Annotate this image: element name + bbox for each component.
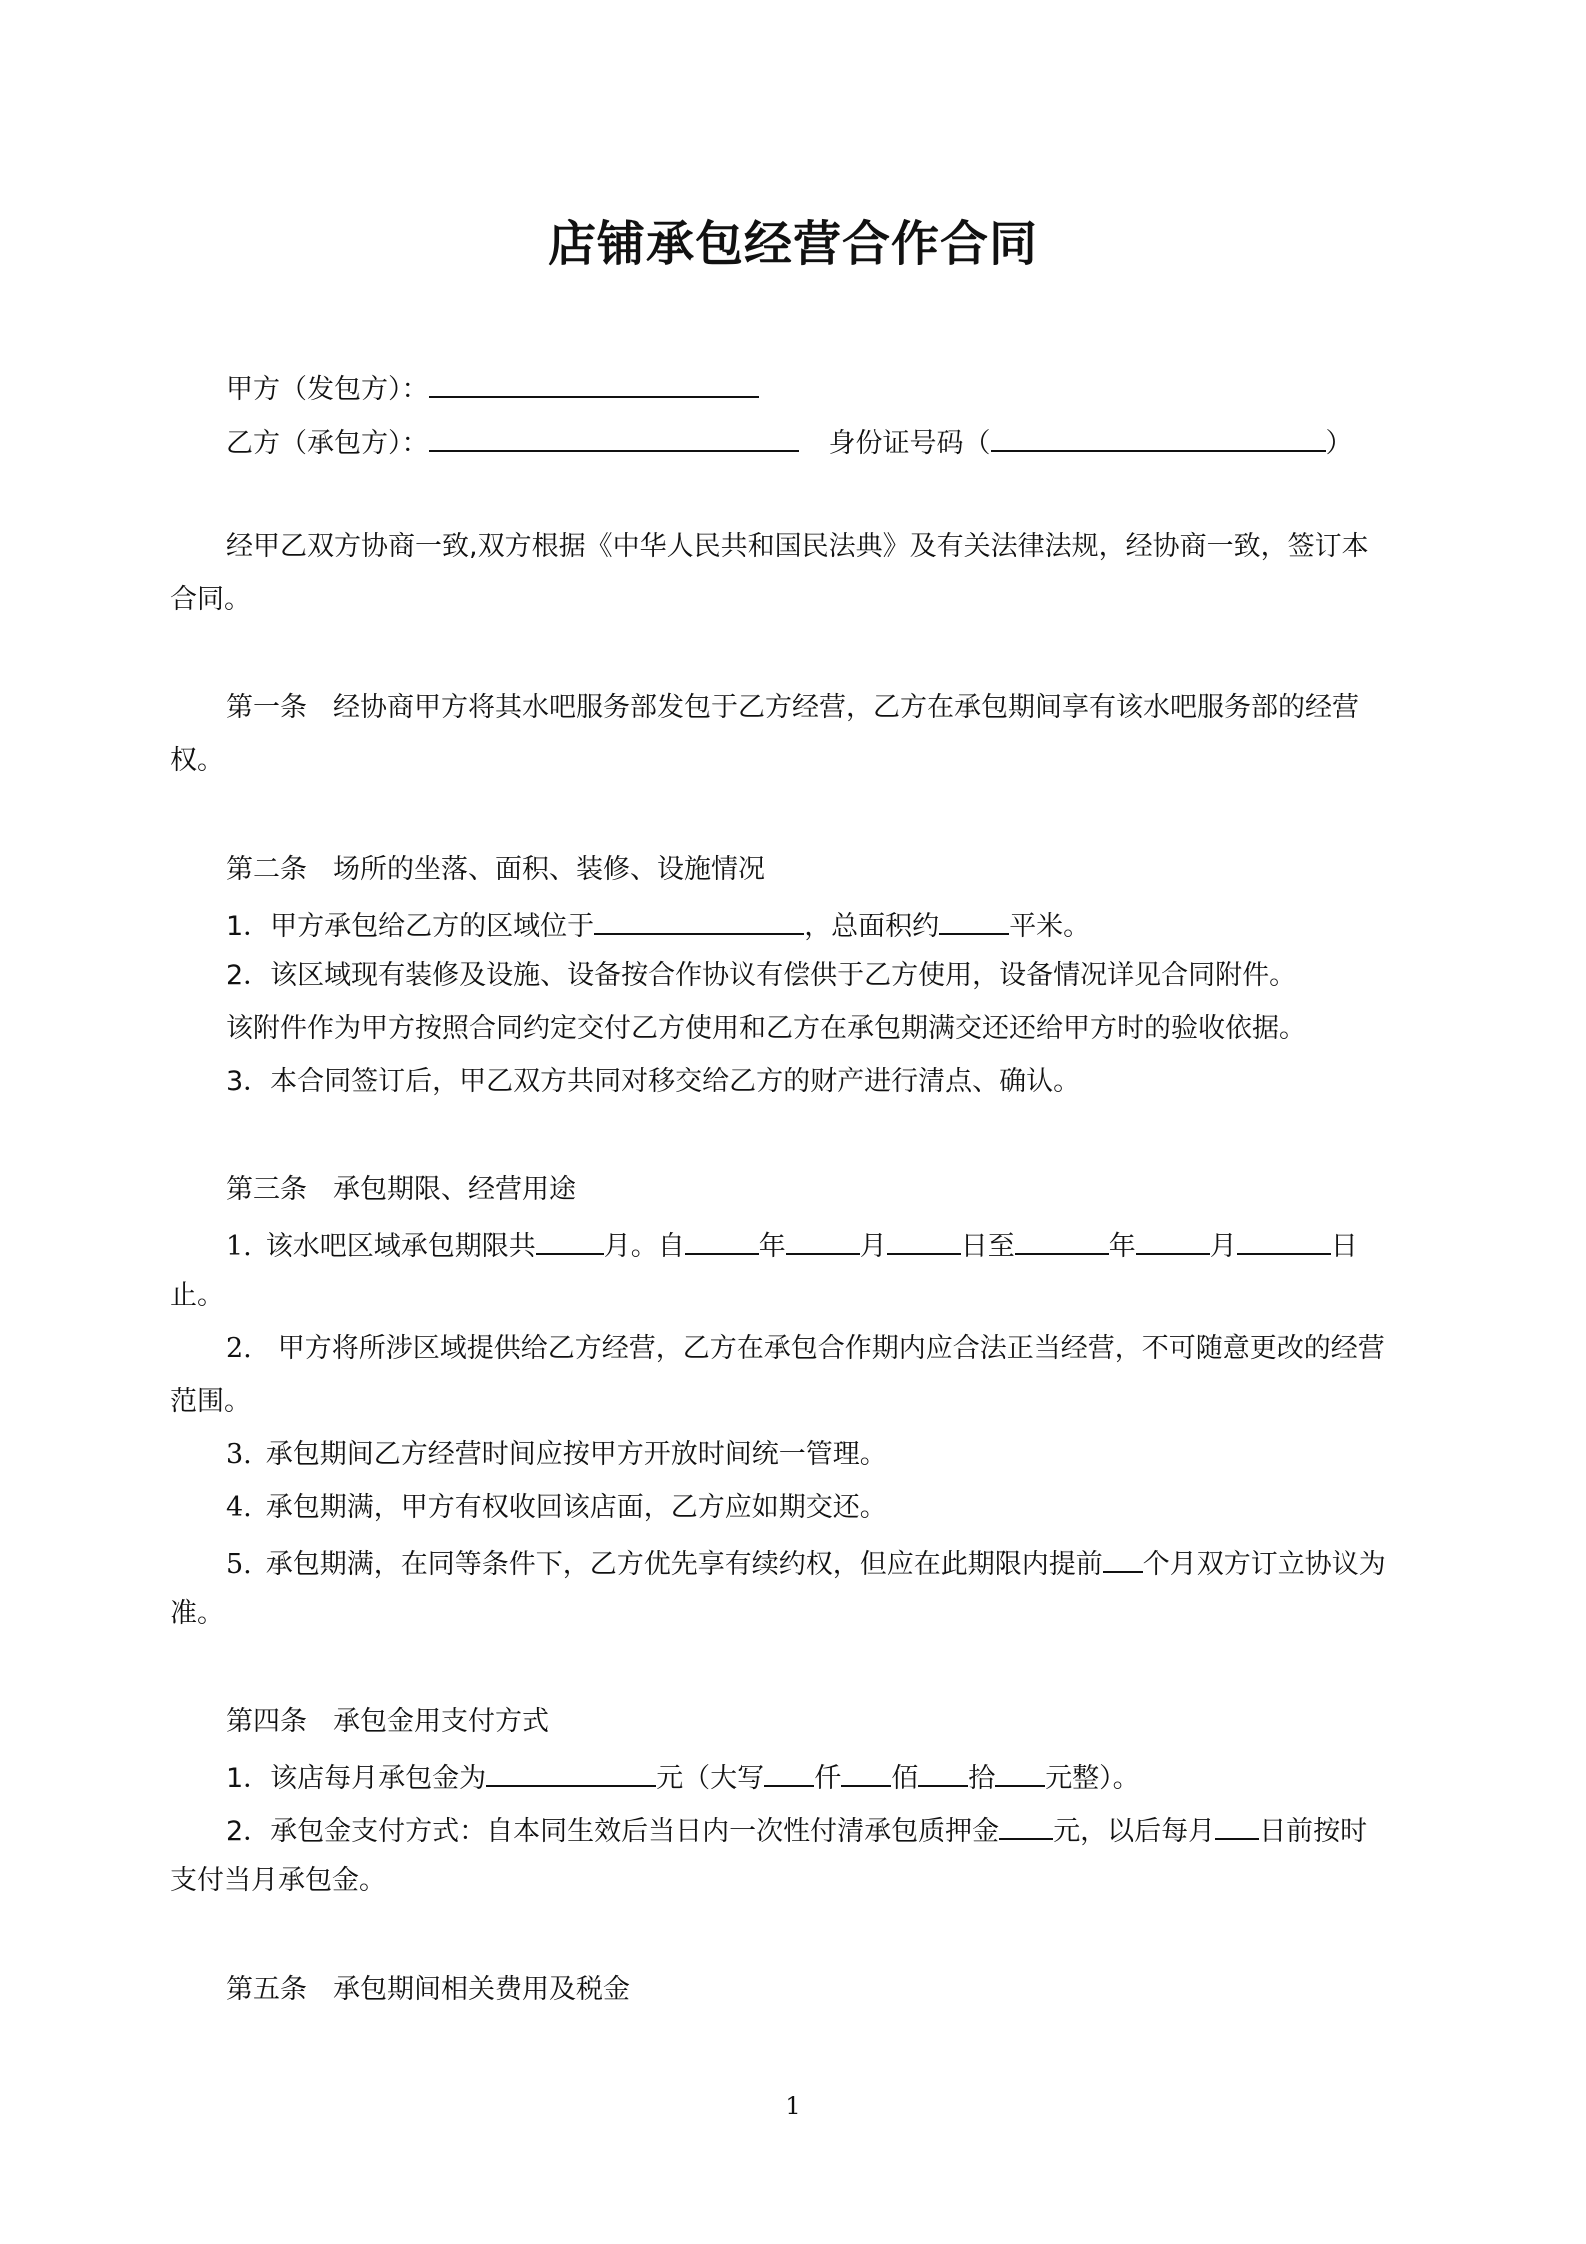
article-4-item-2: [226, 1808, 1476, 1852]
end-year-blank: [1015, 1223, 1109, 1255]
start-day-blank: [887, 1223, 961, 1255]
units-blank: [995, 1755, 1045, 1787]
hundreds-label: 佰: [891, 1763, 919, 1794]
article-2-heading-line: [226, 850, 1476, 890]
article-2-heading: 第二条: [226, 854, 307, 885]
party-b-label: 乙方（承包方）：: [226, 428, 429, 459]
article-3-item-2-text: 甲方将所涉区域提供给乙方经营，乙方在承包合作期内应合法正当经营，不可随意更改的经营: [277, 1333, 1385, 1364]
article-4-item-1-text-a: 1．该店每月承包金为: [226, 1763, 487, 1794]
article-3-item-3-text: 承包期间乙方经营时间应按甲方开放时间统一管理。: [265, 1439, 887, 1470]
id-number-close: ）: [1325, 428, 1353, 459]
id-number-blank: [991, 420, 1326, 452]
article-3-title: 承包期限、经营用途: [333, 1174, 576, 1205]
article-3-item-3: [226, 1435, 1476, 1475]
article-3-item-5: [226, 1541, 1476, 1585]
payment-day-blank: [1215, 1808, 1259, 1840]
area-blank: [939, 903, 1009, 935]
intro-line-2: 合同。: [170, 584, 251, 615]
article-3-item-3-num: 3.: [226, 1439, 252, 1470]
article-2-item-1-text-b: ，总面积约: [804, 911, 940, 942]
intro-line-1: 经甲乙双方协商一致,双方根据《中华人民共和国民法典》及有关法律法规，经协商一致，签订本: [226, 531, 1369, 562]
article-4-title: 承包金用支付方式: [333, 1706, 549, 1737]
monthly-fee-blank: [486, 1755, 656, 1787]
article-3-heading: 第三条: [226, 1174, 307, 1205]
start-month-blank: [786, 1223, 860, 1255]
article-3-item-1-text-a: 该水吧区域承包期限共: [265, 1231, 536, 1262]
start-month-label: 月: [859, 1231, 887, 1262]
article-5-heading-line: [226, 1970, 1476, 2010]
party-b-blank: [429, 420, 799, 452]
article-4-item-2-text-a: 2．承包金支付方式：自本同生效后当日内一次性付清承包质押金: [226, 1816, 1000, 1847]
article-2-item-2a: 2．该区域现有装修及设施、设备按合作协议有偿供于乙方使用，设备情况详见合同附件。: [226, 960, 1297, 991]
renewal-months-blank: [1103, 1541, 1143, 1573]
article-1-line-1: [226, 688, 1476, 728]
hundreds-blank: [841, 1755, 891, 1787]
tens-label: 拾: [968, 1763, 996, 1794]
article-3-item-4: [226, 1488, 1476, 1528]
article-3-item-2a: [226, 1329, 1476, 1369]
article-4-item-2-end: 支付当月承包金。: [170, 1865, 386, 1896]
article-3-item-5-text-a: 承包期满，在同等条件下，乙方优先享有续约权，但应在此期限内提前: [265, 1549, 1103, 1580]
page-number: 1: [785, 2092, 801, 2120]
term-months-blank: [536, 1223, 604, 1255]
article-2-title: 场所的坐落、面积、装修、设施情况: [333, 854, 765, 885]
article-3-item-1-end: 止。: [170, 1280, 224, 1311]
article-2-item-1: [226, 903, 1476, 947]
end-month-label: 月: [1209, 1231, 1237, 1262]
party-a-label: 甲方（发包方）：: [226, 374, 429, 405]
article-4-item-1: [226, 1755, 1476, 1799]
article-4-item-2-text-c: 日前按时: [1259, 1816, 1368, 1847]
article-3-item-1-text-b: 月。自: [603, 1231, 685, 1262]
thousands-label: 仟: [814, 1763, 842, 1794]
party-a-blank: [429, 366, 759, 398]
article-3-item-4-text: 承包期满，甲方有权收回该店面，乙方应如期交还。: [265, 1492, 887, 1523]
article-1-heading: 第一条: [226, 692, 307, 723]
article-1-line-2: 权。: [170, 745, 224, 776]
document-title: 店铺承包经营合作合同: [547, 216, 1038, 272]
article-3-item-4-num: 4.: [226, 1492, 252, 1523]
article-3-item-5-end: 准。: [170, 1598, 224, 1629]
article-2-item-1-text-c: 平米。: [1009, 911, 1091, 942]
start-day-label: 日至: [960, 1231, 1015, 1262]
article-3-item-5-num: 5.: [226, 1549, 252, 1580]
article-3-item-5-text-b: 个月双方订立协议为: [1142, 1549, 1386, 1580]
thousands-blank: [764, 1755, 814, 1787]
party-b-line: [226, 420, 1476, 464]
end-month-blank: [1136, 1223, 1210, 1255]
article-2-item-1-text-a: 1．甲方承包给乙方的区域位于: [226, 911, 595, 942]
article-5-title: 承包期间相关费用及税金: [333, 1974, 630, 2005]
tens-blank: [918, 1755, 968, 1787]
article-5-heading: 第五条: [226, 1974, 307, 2005]
end-day-blank: [1237, 1223, 1331, 1255]
article-3-heading-line: [226, 1170, 1476, 1210]
article-3-item-2b: 范围。: [170, 1386, 251, 1417]
article-4-item-2-text-b: 元，以后每月: [1053, 1816, 1216, 1847]
deposit-blank: [999, 1808, 1053, 1840]
article-2-item-3: 3．本合同签订后，甲乙双方共同对移交给乙方的财产进行清点、确认。: [226, 1066, 1081, 1097]
end-year-label: 年: [1108, 1231, 1136, 1262]
start-year-blank: [685, 1223, 759, 1255]
end-day-label: 日: [1330, 1231, 1358, 1262]
article-3-item-1-num: 1.: [226, 1231, 252, 1262]
article-1-text: 经协商甲方将其水吧服务部发包于乙方经营，乙方在承包期间享有该水吧服务部的经营: [333, 692, 1359, 723]
units-label: 元整）。: [1045, 1763, 1140, 1794]
article-3-item-1: [226, 1223, 1476, 1267]
article-4-heading-line: [226, 1702, 1476, 1742]
article-3-item-2-num: 2.: [226, 1333, 252, 1364]
article-4-item-1-text-b: 元（大写: [656, 1763, 765, 1794]
id-number-label: 身份证号码（: [828, 428, 991, 459]
location-blank: [594, 903, 804, 935]
article-4-heading: 第四条: [226, 1706, 307, 1737]
article-2-item-2b: 该附件作为甲方按照合同约定交付乙方使用和乙方在承包期满交还还给甲方时的验收依据。: [226, 1013, 1306, 1044]
start-year-label: 年: [758, 1231, 786, 1262]
party-a-line: [226, 366, 1476, 410]
